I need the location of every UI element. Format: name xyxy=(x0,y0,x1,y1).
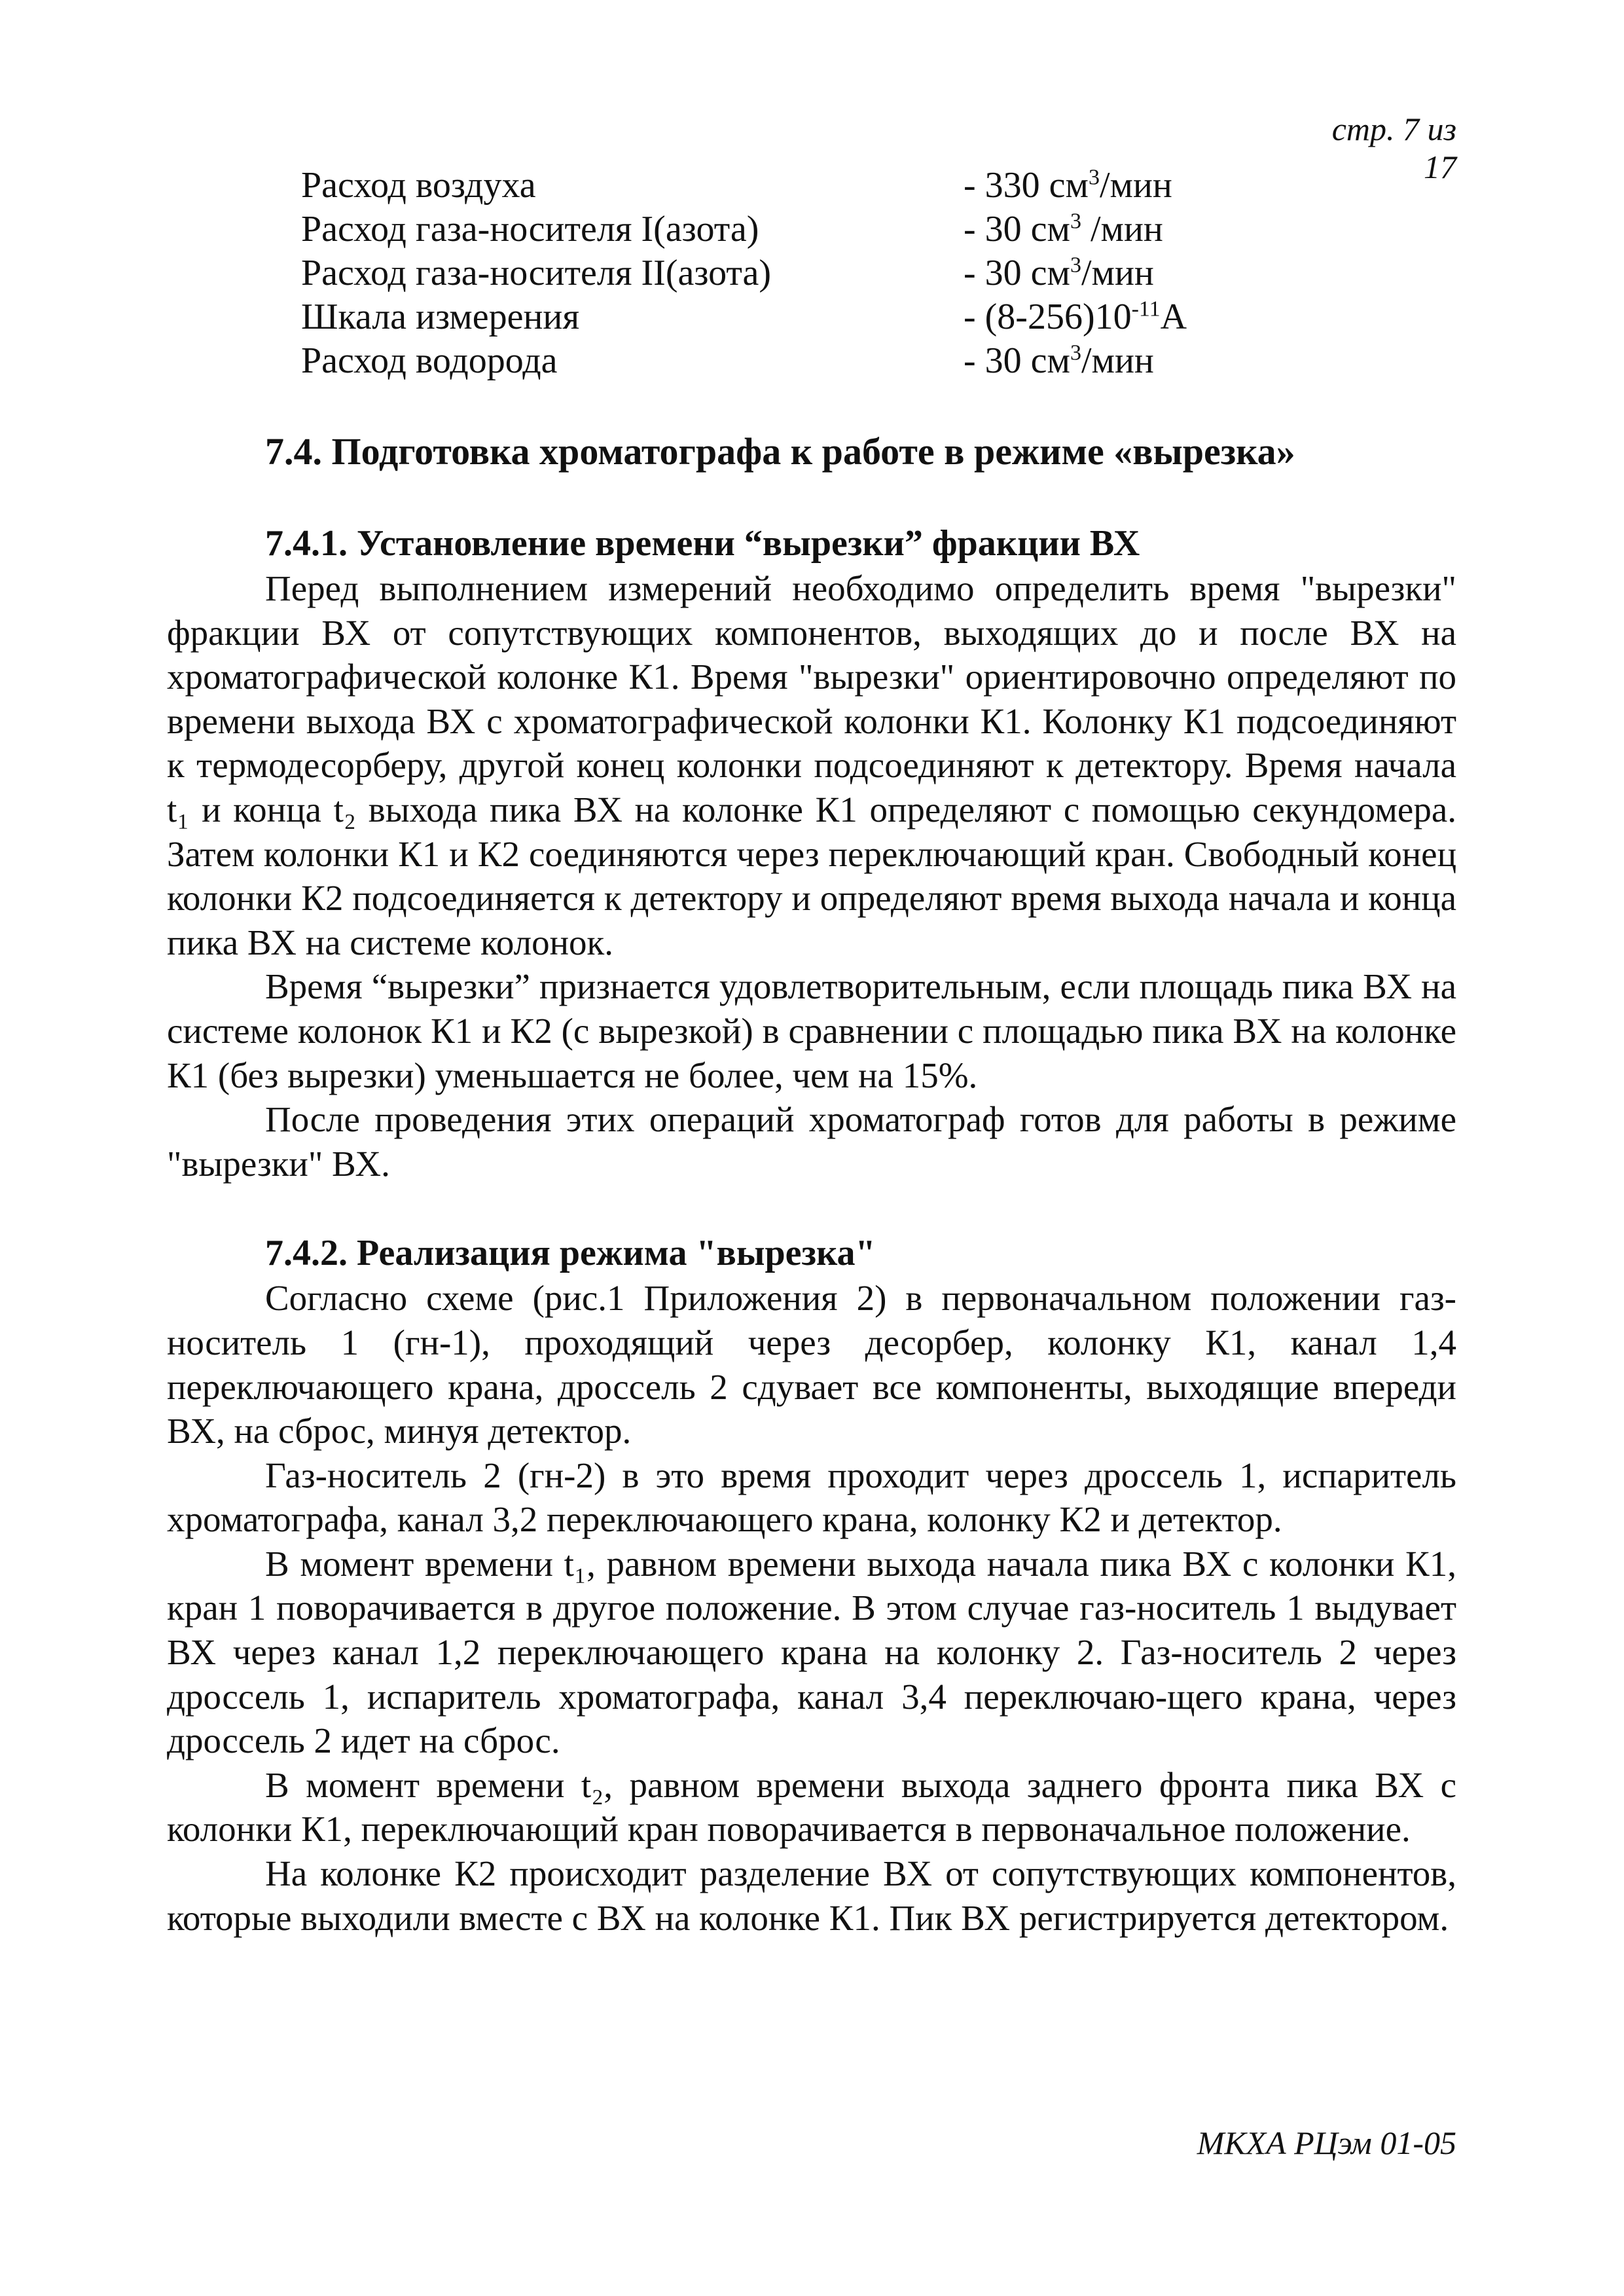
paragraph: Согласно схеме (рис.1 Приложения 2) в первоначальном положении газ-носитель 1 (гн-1), проходящий через десорбер, колонку К1, канал 1,4 переключающего крана, дроссель 2 сдувает все компоненты, выходящие впереди ВХ, на сброс, минуя детектор. xyxy=(167,1278,1456,1451)
paragraph: Газ-носитель 2 (гн-2) в это время проходит через дроссель 1, испаритель хроматографа, канал 3,2 переключающего крана, колонку К2 и детектор. xyxy=(167,1455,1456,1540)
paragraph: Перед выполнением измерений необходимо определить время "вырезки" фракции ВХ от сопутствующих компонентов, выходящих до и после ВХ на хроматографической колонке К1. Время "вырезки" ориентировочно определяют по времени выхода ВХ с хроматографической колонки К1. Колонку К1 подсоединяют к термодесорберу, другой конец колонки подсоединяют к детектору. Время начала t₁ и конца t₂ выхода пика ВХ на колонке К1 определяют с помощью секундомера. Затем колонки К1 и К2 соединяются через переключающий кран. Свободный конец колонки К2 подсоединяется к детектору и определяют время выхода начала и конца пика ВХ на системе колонок. xyxy=(167,568,1456,962)
parameter-name: Расход водорода xyxy=(301,340,558,381)
parameter-name: Расход газа-носителя II(азота) xyxy=(301,253,772,293)
section-7-4-2-heading: 7.4.2. Реализация режима "вырезка" xyxy=(265,1233,876,1274)
document-body xyxy=(167,429,1456,1940)
parameter-row xyxy=(301,208,1348,251)
paragraph: На колонке К2 происходит разделение ВХ от сопутствующих компонентов, которые выходили вместе с ВХ на колонке К1. Пик ВХ регистрируется детектором. xyxy=(167,1853,1456,1938)
paragraph: Время “вырезки” признается удовлетворительным, если площадь пика ВХ на системе колонок К1 и К2 (с вырезкой) в сравнении с площадью пика ВХ на колонке К1 (без вырезки) уменьшается не более, чем на 15%. xyxy=(167,966,1456,1095)
parameter-row xyxy=(301,339,1348,383)
parameter-name: Расход воздуха xyxy=(301,165,536,206)
parameter-name: Шкала измерения xyxy=(301,297,580,337)
paragraph: После проведения этих операций хроматограф готов для работы в режиме "вырезки" ВХ. xyxy=(167,1099,1456,1184)
parameter-value: - 30 $см^3$ /мин xyxy=(964,209,1163,249)
paragraph: В момент времени t₂, равном времени выхода заднего фронта пика ВХ с колонки К1, переключающий кран поворачивается в первоначальное положение. xyxy=(167,1764,1456,1850)
parameter-row xyxy=(301,251,1348,295)
paragraph: В момент времени t₁, равном времени выхода начала пика ВХ с колонки К1, кран 1 поворачивается в другое положение. В этом случае газ-носитель 1 выдувает ВХ через канал 1,2 переключающего крана на колонку 2. Газ-носитель 2 через дроссель 1, испаритель хроматографа, канал 3,4 переключаю-щего крана, через дроссель 2 идет на сброс. xyxy=(167,1543,1456,1761)
parameter-name: Расход газа-носителя I(азота) xyxy=(301,209,759,249)
page-number: стр. 7 из 17 xyxy=(1331,111,1456,185)
parameter-value: - 30 $см^3$/мин xyxy=(964,253,1154,293)
section-7-4-1-heading: 7.4.1. Установление времени “вырезки” фракции ВХ xyxy=(265,523,1140,564)
parameter-row xyxy=(301,164,1348,208)
parameter-value: - 330 $см^3$/мин xyxy=(964,165,1172,206)
parameter-list xyxy=(301,164,1348,383)
parameter-value: - $(8-256)10^{-11}А$ xyxy=(964,297,1187,337)
document-code-footer: МКХА РЦэм 01-05 xyxy=(1197,2124,1456,2161)
parameter-value: - 30 $см^3$/мин xyxy=(964,340,1154,381)
section-7-4-heading: 7.4. Подготовка хроматографа к работе в режиме «вырезка» xyxy=(265,430,1295,473)
parameter-row xyxy=(301,295,1348,339)
